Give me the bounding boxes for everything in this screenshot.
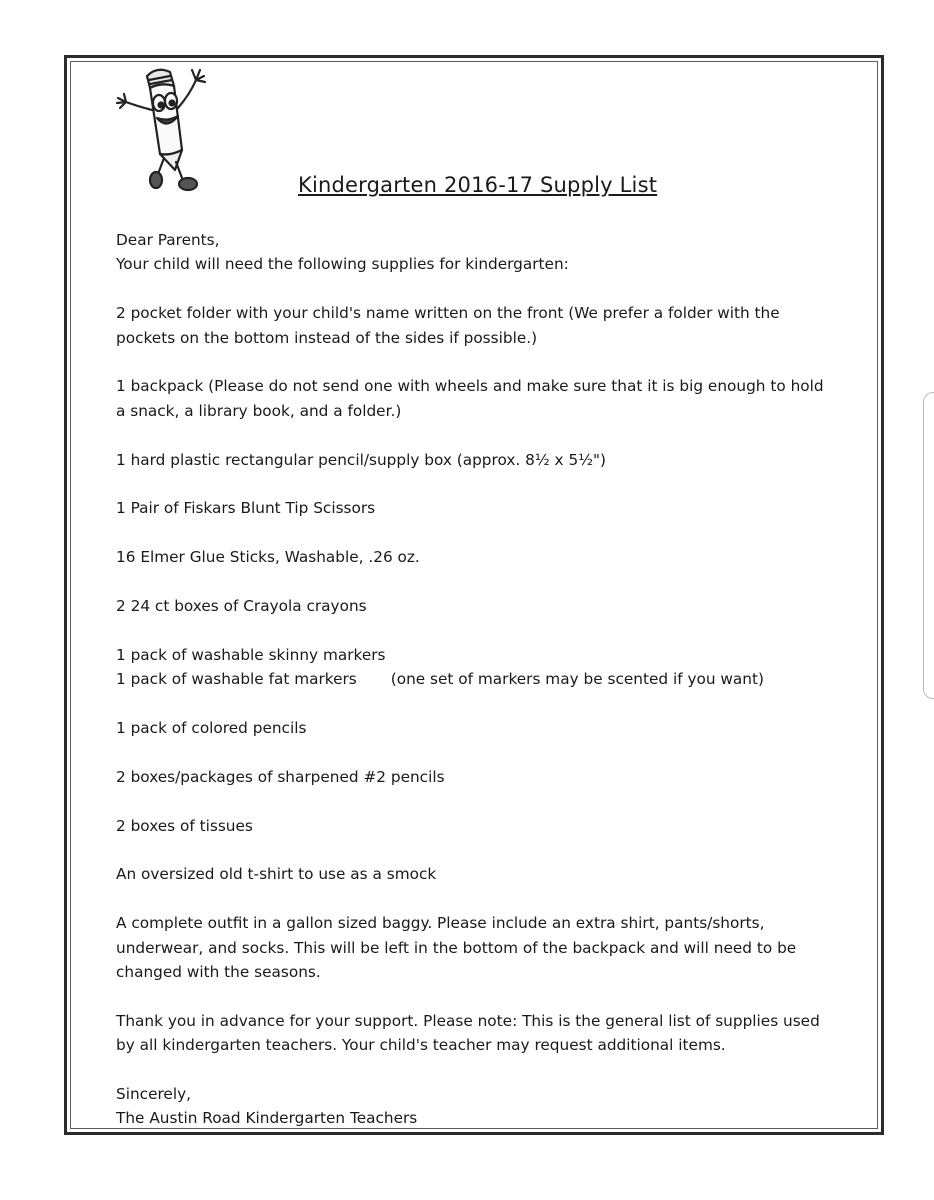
closing: Sincerely, — [116, 1085, 192, 1103]
thanks-note: Thank you in advance for your support. Please note: This is the general list of supplies used by all kindergarten teachers. Your child's teacher may request additional items. — [116, 1011, 820, 1055]
side-tab-edge — [923, 392, 934, 699]
item-crayons: 2 24 ct boxes of Crayola crayons — [116, 597, 367, 615]
item-folder: 2 pocket folder with your child's name written on the front (We prefer a folder with the pockets on the bottom instead of the sides if possible.) — [116, 304, 780, 347]
item-backpack: 1 backpack (Please do not send one with wheels and make sure that it is big enough to hold a snack, a library book, and a folder.) — [116, 377, 824, 420]
letter-body — [116, 228, 836, 1131]
item-skinny-markers: 1 pack of washable skinny markers — [116, 645, 386, 664]
pencil-mascot-icon — [112, 58, 212, 203]
item-scissors: 1 Pair of Fiskars Blunt Tip Scissors — [116, 499, 376, 518]
item-fat-markers-line — [116, 667, 836, 691]
item-smock: An oversized old t-shirt to use as a smock — [116, 865, 437, 884]
markers-note: (one set of markers may be scented if you want) — [390, 670, 764, 689]
item-pencils: 2 boxes/packages of sharpened #2 pencils — [116, 767, 445, 786]
greeting: Dear Parents, — [116, 231, 220, 249]
item-fat-markers: 1 pack of washable fat markers — [116, 670, 357, 689]
page-title: Kindergarten 2016-17 Supply List — [298, 173, 658, 197]
intro-text: Your child will need the following supplies for kindergarten: — [116, 255, 569, 274]
signature: The Austin Road Kindergarten Teachers — [116, 1109, 418, 1128]
item-tissues: 2 boxes of tissues — [116, 816, 253, 835]
item-colored-pencils: 1 pack of colored pencils — [116, 719, 307, 737]
item-supply-box: 1 hard plastic rectangular pencil/supply box (approx. 8½ x 5½") — [116, 450, 607, 469]
item-outfit: A complete outfit in a gallon sized baggy. Please include an extra shirt, pants/shorts, underwear, and socks. This will be left in the bottom of the backpack and will need to be changed with the seasons. — [116, 914, 797, 981]
item-glue-sticks: 16 Elmer Glue Sticks, Washable, .26 oz. — [116, 548, 420, 567]
